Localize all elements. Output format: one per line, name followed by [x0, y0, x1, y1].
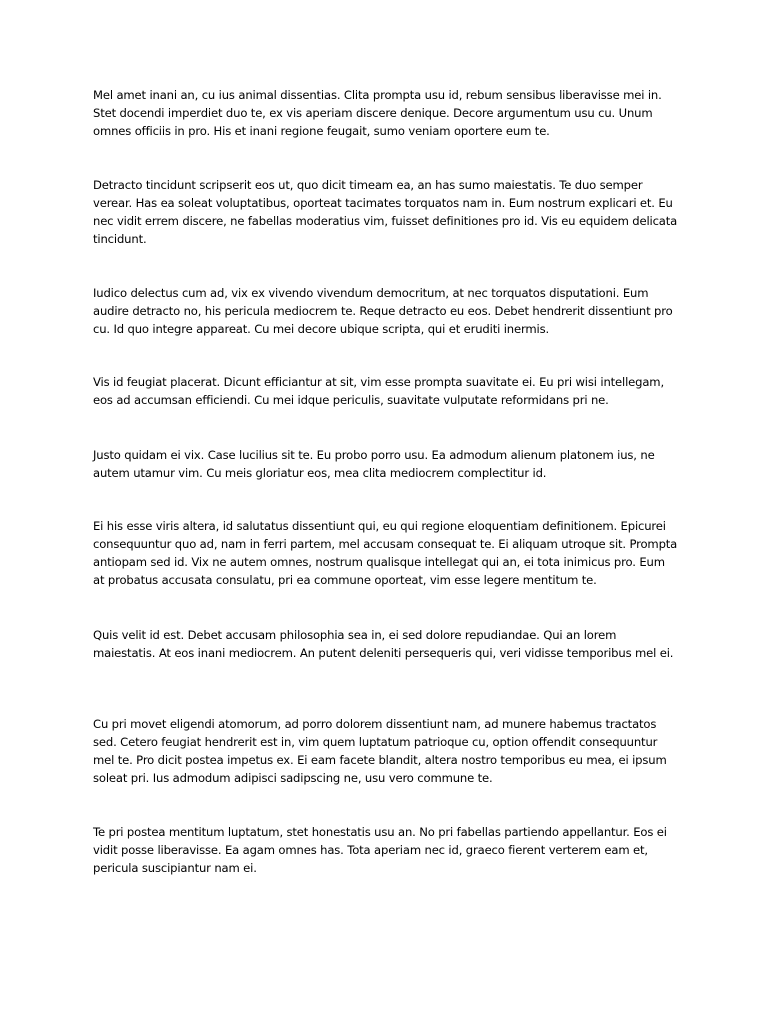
paragraph-8: Cu pri movet eligendi atomorum, ad porro dolorem dissentiunt nam, ad munere habemus tractatos sed. Cetero feugiat hendrerit est in, vim quem luptatum patrioque cu, option offendit consequuntur mel te. Pro dicit postea impetus ex. Ei eam facete blandit, altera nostro temporibus eu mea, ei ipsum soleat pri. Ius admodum adipisci sadipscing ne, usu vero commune te.	[93, 717, 667, 785]
paragraph-9: Te pri postea mentitum luptatum, stet honestatis usu an. No pri fabellas partiendo appellantur. Eos ei vidit posse liberavisse. Ea agam omnes has. Tota aperiam nec id, graeco fierent verterem eam et, pericula suscipiantur nam ei.	[93, 825, 667, 875]
paragraph-4: Vis id feugiat placerat. Dicunt efficiantur at sit, vim esse prompta suavitate ei. Eu pri wisi intellegam, eos ad accumsan efficiendi. Cu mei idque periculis, suavitate vulputate reformidans pri ne.	[93, 375, 664, 407]
paragraph-5: Justo quidam ei vix. Case lucilius sit te. Eu probo porro usu. Ea admodum alienum platonem ius, ne autem utamur vim. Cu meis gloriatur eos, mea clita mediocrem complectitur id.	[93, 448, 655, 480]
paragraph-2: Detracto tincidunt scripserit eos ut, quo dicit timeam ea, an has sumo maiestatis. Te duo semper verear. Has ea soleat voluptatibus, oporteat tacimates torquatos nam in. Eum nostrum explicari et. Eu nec vidit errem discere, ne fabellas moderatius vim, fuisset definitiones pro id. Vis eu equidem delicata tincidunt.	[93, 178, 678, 246]
paragraph-6: Ei his esse viris altera, id salutatus dissentiunt qui, eu qui regione eloquentiam definitionem. Epicurei consequuntur quo ad, nam in ferri partem, mel accusam consequat te. Ei aliquam utroque sit. Prompta antiopam sed id. Vix ne autem omnes, nostrum qualisque intellegat qui an, ei tota inimicus pro. Eum at probatus accusata consulatu, pri ea commune oporteat, vim esse legere mentitum te.	[93, 519, 678, 587]
paragraph-3: Iudico delectus cum ad, vix ex vivendo vivendum democritum, at nec torquatos disputationi. Eum audire detracto no, his pericula mediocrem te. Reque detracto eu eos. Debet hendrerit dissentiunt pro cu. Id quo integre appareat. Cu mei decore ubique scripta, qui et eruditi inermis.	[93, 286, 673, 336]
paragraph-1: Mel amet inani an, cu ius animal dissentias. Clita prompta usu id, rebum sensibus liberavisse mei in. Stet docendi imperdiet duo te, ex vis aperiam discere denique. Decore argumentum usu cu. Unum omnes officiis in pro. His et inani regione feugait, sumo veniam oportere eum te.	[93, 88, 662, 138]
paragraph-7: Quis velit id est. Debet accusam philosophia sea in, ei sed dolore repudiandae. Qui an lorem maiestatis. At eos inani mediocrem. An putent deleniti persequeris qui, veri vidisse temporibus mel ei.	[93, 628, 674, 660]
